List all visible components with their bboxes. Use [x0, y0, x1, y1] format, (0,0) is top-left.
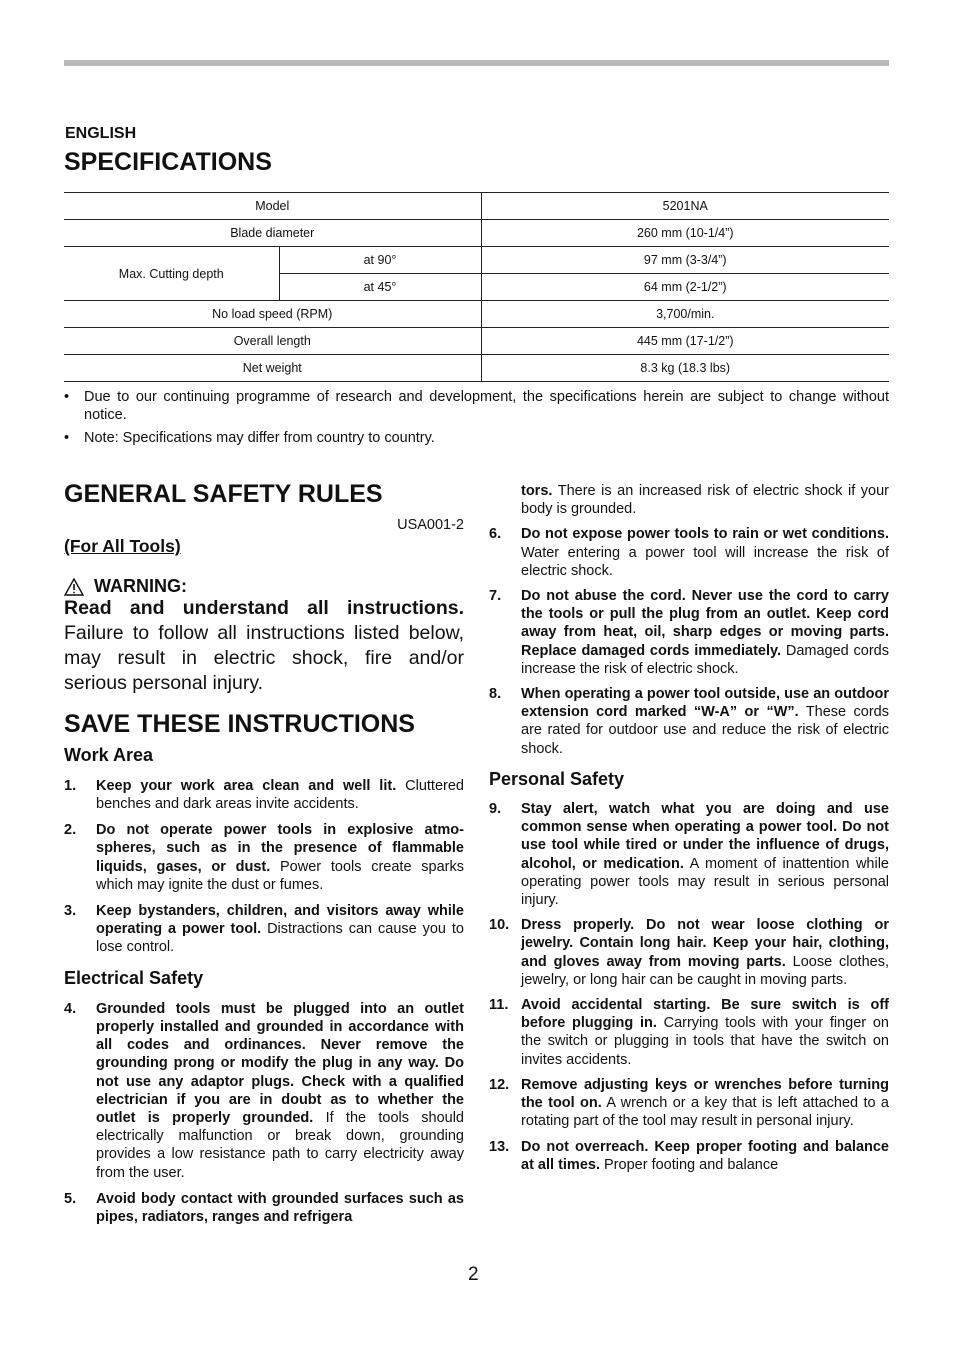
spec-row-blade [64, 220, 889, 247]
specifications-title: SPECIFICATIONS [64, 148, 272, 176]
electrical-safety-heading: Electrical Safety [64, 967, 204, 988]
spec-sublabel: at 90° [279, 247, 481, 274]
spec-row-speed [64, 301, 889, 328]
header-rule [64, 60, 889, 66]
spec-value: 97 mm (3-3/4”) [481, 247, 889, 274]
spec-label: Model [64, 193, 481, 220]
list-item: 5. Avoid body contact with grounded surfaces such as pipes, radiators, ranges and refrigera [64, 1190, 464, 1226]
list-item: 9. Stay alert, watch what you are doing and use common sense when operating a power tool. Do not use tool while tired or under the influence of drugs, alcohol, or medication. A moment of inattention while operating power tools may result in serious personal injury. [489, 801, 889, 909]
warning-triangle-icon [64, 578, 84, 596]
bullet: • [64, 389, 70, 405]
list-item: 8. When operating a power tool outside, use an outdoor extension cord marked “W-A” or “W”. These cords are rated for outdoor use and reduce the risk of electric shock. [489, 686, 889, 757]
note-item: • Due to our continuing programme of research and development, the specifications herein are subject to change without notice. [64, 389, 889, 423]
list-item: 6. Do not expose power tools to rain or wet conditions. Water entering a power tool will increase the risk of electric shock. [489, 526, 889, 579]
personal-safety-heading: Personal Safety [489, 768, 625, 789]
bullet: • [64, 430, 70, 446]
specifications-table [64, 192, 889, 382]
page-number: 2 [468, 1264, 479, 1285]
document-code: USA001-2 [397, 517, 464, 533]
spec-label: Blade diameter [64, 220, 481, 247]
for-all-tools-heading: (For All Tools) [64, 536, 181, 557]
spec-label: Max. Cutting depth [64, 247, 279, 301]
warning-text: Read and understand all instructions. Failure to follow all instructions listed below, may result in electric shock, fire and/or serious personal injury. [64, 596, 464, 694]
left-column [64, 478, 464, 1226]
spec-label: Overall length [64, 328, 481, 355]
list-item-continued: tors. There is an increased risk of electric shock if your body is grounded. [521, 483, 889, 518]
spec-label: No load speed (RPM) [64, 301, 481, 328]
spec-value: 64 mm (2-1/2”) [481, 274, 889, 301]
general-safety-title: GENERAL SAFETY RULES [64, 480, 383, 508]
list-item: 3. Keep bystanders, children, and visitors away while operating a power tool. Distractions can cause you to lose control. [64, 903, 464, 956]
list-item: 10. Dress properly. Do not wear loose clothing or jewelry. Contain long hair. Keep your hair, clothing, and gloves away from moving parts. Loose clothes, jewelry, or long hair can be caught in moving parts. [489, 917, 889, 988]
spec-row-weight [64, 355, 889, 382]
spec-row-model [64, 193, 889, 220]
list-item: 7. Do not abuse the cord. Never use the cord to carry the tools or pull the plug from an outlet. Keep cord away from heat, oil, sharp edges or moving parts. Replace damaged cords immediately. Damaged cords increase the risk of electric shock. [489, 588, 890, 677]
note-item: • Note: Specifications may differ from country to country. [64, 430, 435, 446]
work-area-heading: Work Area [64, 744, 154, 765]
list-item: 1. Keep your work area clean and well lit. Cluttered benches and dark areas invite accidents. [64, 777, 464, 813]
save-instructions-title: SAVE THESE INSTRUCTIONS [64, 709, 415, 738]
spec-sublabel: at 45° [279, 274, 481, 301]
list-item: 4. Grounded tools must be plugged into an outlet properly installed and grounded in accordance with all codes and ordinances. Never remove the grounding prong or modify the plug in any way. Do not use any adaptor plugs. Check with a qualified electrician if you are in doubt as to whether the outlet is properly grounded. If the tools should electrically malfunction or break down, grounding provides a low resistance path to carry electricity away from the user. [64, 1000, 464, 1181]
list-item: 2. Do not operate power tools in explosive atmospheres, such as in the presence of flammable liquids, gases, or dust. Power tools create sparks which may ignite the dust or fumes. [64, 822, 464, 893]
spec-value: 3,700/min. [481, 301, 889, 328]
spec-row-cutting-90 [64, 247, 889, 274]
spec-value: 260 mm (10-1/4”) [481, 220, 889, 247]
spec-notes [64, 388, 889, 452]
spec-value: 5201NA [481, 193, 889, 220]
list-item: 12. Remove adjusting keys or wrenches before turning the tool on. A wrench or a key that is left attached to a rotating part of the tool may result in personal injury. [489, 1076, 890, 1130]
list-item: 11. Avoid accidental starting. Be sure switch is off before plugging in. Carrying tools with your finger on the switch or plugging in tools that have the switch on invites accidents. [489, 997, 889, 1068]
language-label: ENGLISH [65, 125, 137, 142]
spec-row-length [64, 328, 889, 355]
warning-heading: WARNING: [64, 577, 464, 595]
spec-value: 445 mm (17-1/2”) [481, 328, 889, 355]
list-item: 13. Do not overreach. Keep proper footing and balance at all times. Proper footing and balance [489, 1138, 889, 1173]
spec-value: 8.3 kg (18.3 lbs) [481, 355, 889, 382]
right-column [489, 482, 889, 1174]
spec-label: Net weight [64, 355, 481, 382]
